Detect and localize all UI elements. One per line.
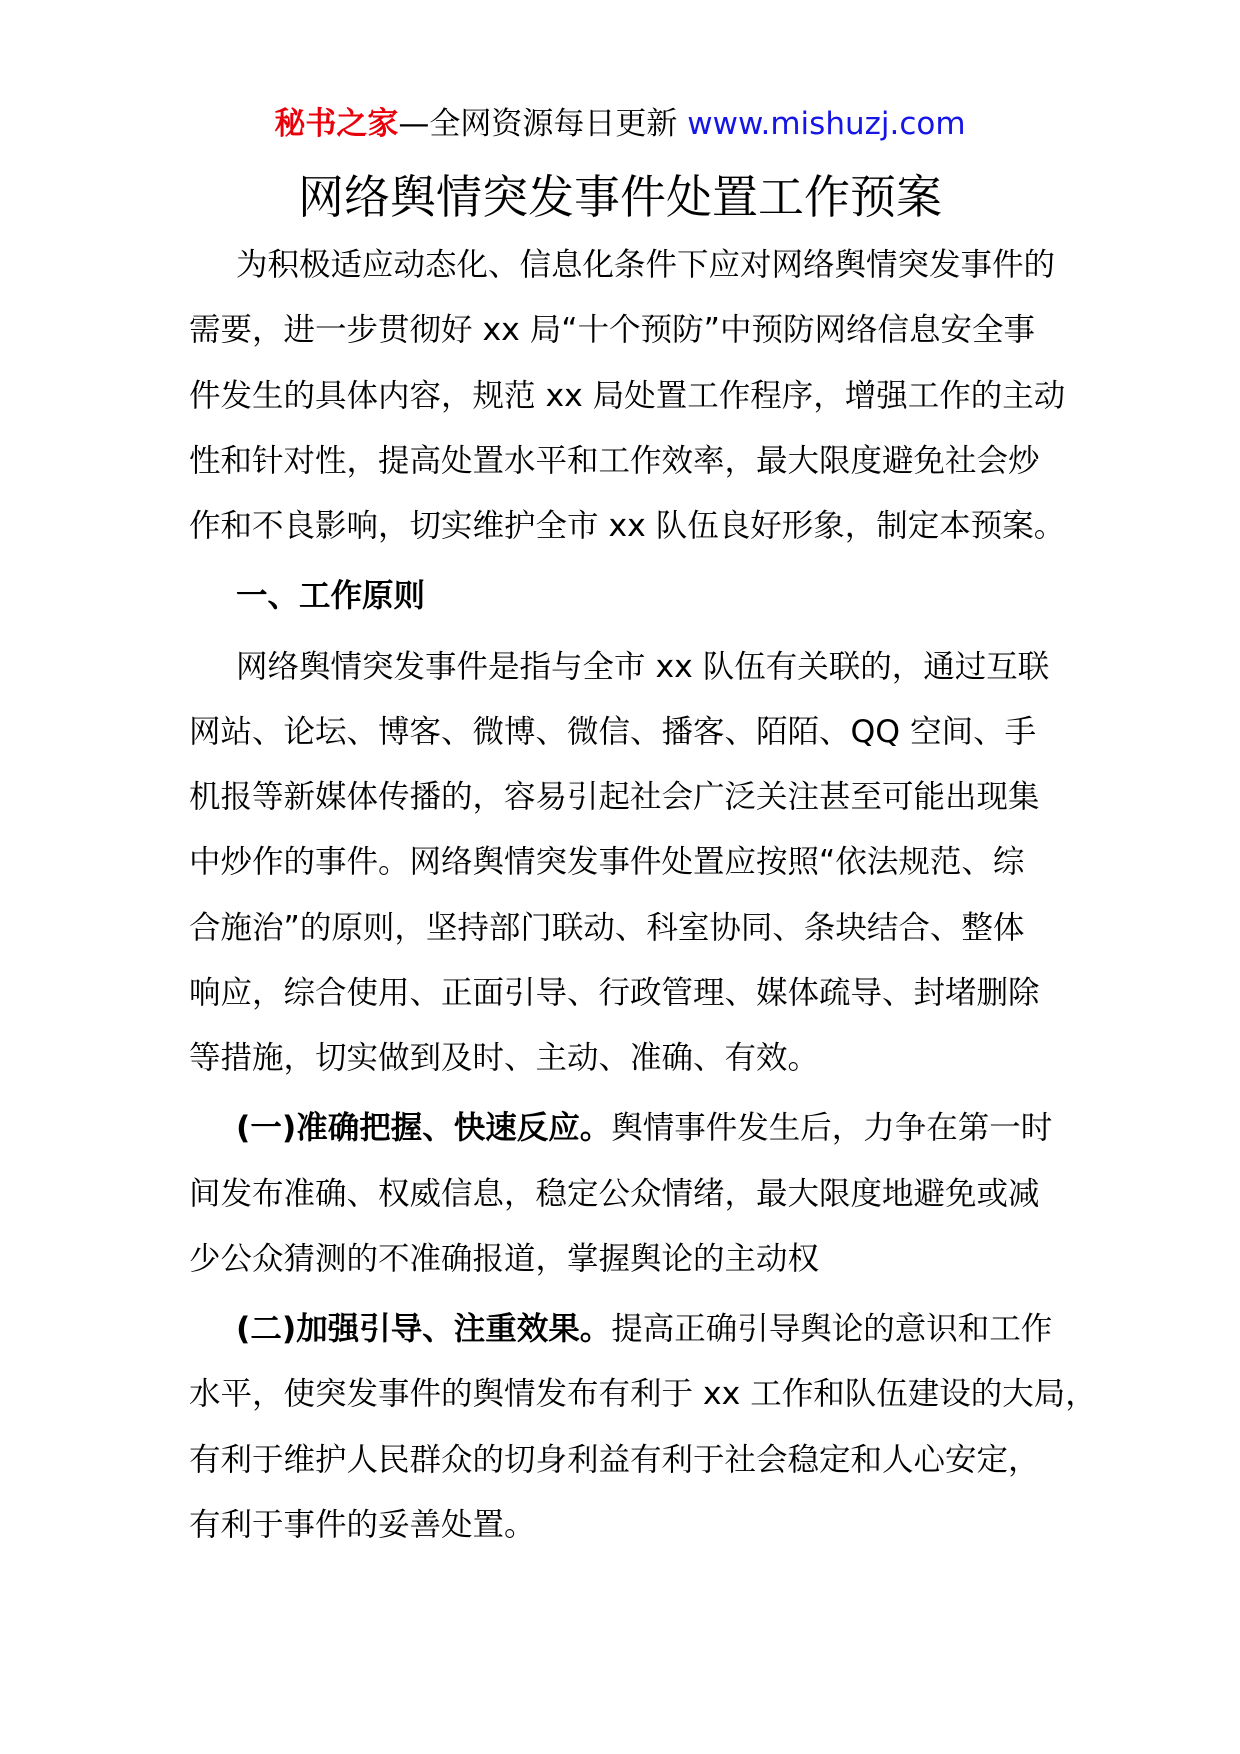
paragraph-line: 水平，使突发事件的舆情发布有利于 xx 工作和队伍建设的大局， xyxy=(189,1376,1097,1413)
paragraph-line: 间发布准确、权威信息，稳定公众情绪，最大限度地避免或减 xyxy=(189,1175,1040,1212)
site-url: www.mishuzj.com xyxy=(687,106,966,142)
paragraph-line: 作和不良影响，切实维护全市 xx 队伍良好形象，制定本预案。 xyxy=(189,508,1066,544)
site-banner xyxy=(0,104,1240,144)
principle-two-paragraph xyxy=(189,1297,1097,1558)
paragraph-text: 提高正确引导舆论的意识和工作 xyxy=(611,1311,1053,1347)
section-heading: 一、工作原则 xyxy=(236,578,426,615)
paragraph-line: 有利于事件的妥善处置。 xyxy=(189,1506,536,1543)
brand-name: 秘书之家 xyxy=(274,106,399,142)
paragraph-line: 有利于维护人民群众的切身利益有利于社会稳定和人心安定， xyxy=(189,1441,1040,1478)
paragraph-line: 机报等新媒体传播的，容易引起社会广泛关注甚至可能出现集 xyxy=(189,779,1040,815)
intro-paragraph xyxy=(189,233,1089,559)
document-title: 网络舆情突发事件处置工作预案 xyxy=(298,170,942,224)
paragraph-line: 需要，进一步贯彻好 xx 局“十个预防”中预防网络信息安全事 xyxy=(189,312,1035,349)
principle-one-lead: (一)准确把握、快速反应。 xyxy=(236,1110,612,1147)
paragraph-line: 少公众猜测的不准确报道，掌握舆论的主动权 xyxy=(189,1240,820,1277)
paragraph-text: 舆情事件发生后，力争在第一时 xyxy=(611,1110,1053,1147)
principles-paragraph xyxy=(189,635,1089,1092)
paragraph-line: 网络舆情突发事件是指与全市 xx 队伍有关联的，通过互联 xyxy=(236,648,1050,685)
paragraph-line: 为积极适应动态化、信息化条件下应对网络舆情突发事件的 xyxy=(236,247,1056,283)
paragraph-line: 中炒作的事件。网络舆情突发事件处置应按照“依法规范、综 xyxy=(189,844,1025,881)
principle-two-lead: (二)加强引导、注重效果。 xyxy=(236,1311,612,1347)
paragraph-line: 等措施，切实做到及时、主动、准确、有效。 xyxy=(189,1040,820,1076)
paragraph-line xyxy=(189,1297,1089,1362)
paragraph-line xyxy=(189,1096,1089,1161)
section-heading-work-principles xyxy=(189,564,1089,629)
brand-slogan: —全网资源每日更新 xyxy=(398,106,678,142)
paragraph-line: 合施治”的原则，坚持部门联动、科室协同、条块结合、整体 xyxy=(189,909,1025,946)
principle-one-paragraph xyxy=(189,1096,1089,1292)
paragraph-line: 响应，综合使用、正面引导、行政管理、媒体疏导、封堵删除 xyxy=(189,974,1040,1011)
paragraph-line: 件发生的具体内容，规范 xx 局处置工作程序，增强工作的主动 xyxy=(189,377,1066,414)
paragraph-line: 网站、论坛、博客、微博、微信、播客、陌陌、QQ 空间、手 xyxy=(189,713,1037,750)
paragraph-line: 性和针对性，提高处置水平和工作效率，最大限度避免社会炒 xyxy=(189,442,1040,479)
document-body xyxy=(189,233,1097,1563)
